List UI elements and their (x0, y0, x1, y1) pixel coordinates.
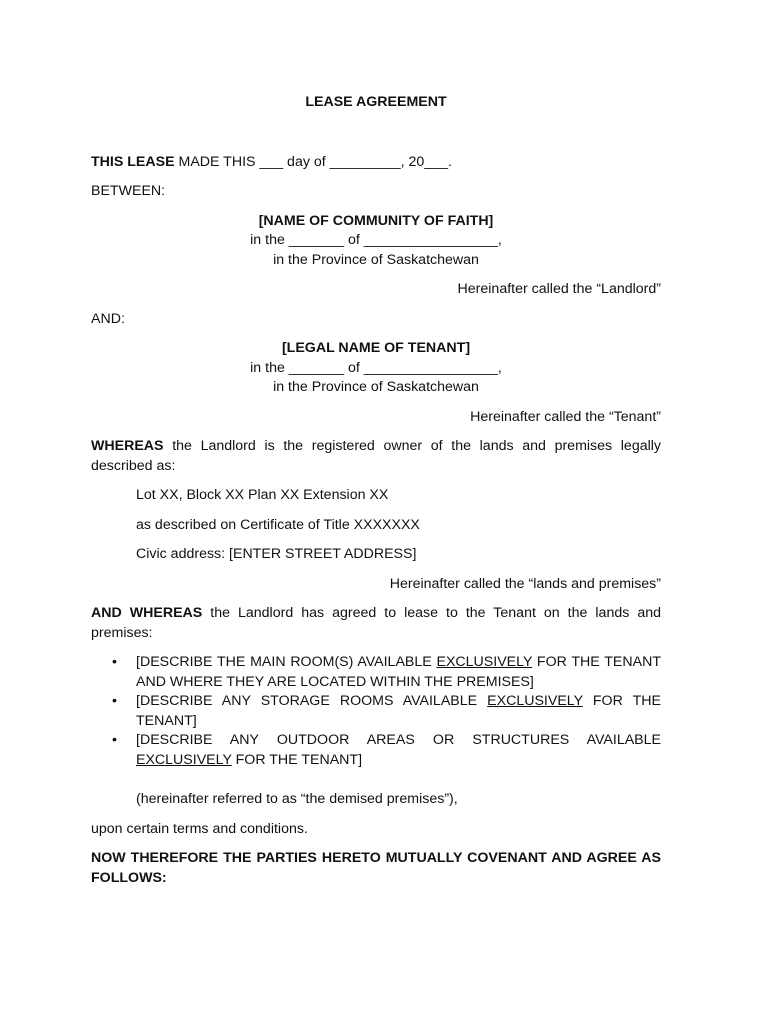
list-item-text: FOR THE TENANT] (136, 693, 661, 729)
opening-clause (91, 153, 661, 173)
covenant-heading: NOW THEREFORE THE PARTIES HERETO MUTUALLY COVENANT AND AGREE AS FOLLOWS: (91, 850, 661, 886)
list-item-emphasis: EXCLUSIVELY (436, 654, 533, 670)
opening-bold-lead: THIS LEASE (91, 153, 175, 170)
whereas-2-bold-lead: AND WHEREAS (91, 605, 203, 621)
landlord-name: [NAME OF COMMUNITY OF FAITH] (258, 212, 494, 229)
tenant-location: in the _______ of _________________, (250, 359, 502, 376)
lot-line: Lot XX, Block XX Plan XX Extension XX (136, 487, 389, 503)
certificate-line: as described on Certificate of Title XXXXXXX (136, 516, 420, 533)
list-item-text: FOR THE TENANT] (231, 751, 363, 768)
lands-premises-called: Hereinafter called the “lands and premises” (389, 575, 661, 592)
landlord-location: in the _______ of _________________, (250, 232, 502, 248)
tenant-name: [LEGAL NAME OF TENANT] (281, 340, 471, 356)
opening-text: MADE THIS ___ day of _________, 20___. (174, 153, 452, 170)
premises-list (91, 653, 661, 770)
list-item (91, 653, 661, 692)
demised-premises-note: (hereinafter referred to as “the demised premises”), (136, 791, 458, 807)
document-body (91, 93, 661, 888)
list-item-text: [DESCRIBE ANY OUTDOOR AREAS OR STRUCTURES AVAILABLE (136, 732, 661, 748)
list-item-text: FOR THE TENANT AND WHERE THEY ARE LOCATED WITHIN THE PREMISES] (136, 654, 661, 690)
whereas-clause-2 (91, 604, 661, 643)
list-item-text: [DESCRIBE THE MAIN ROOM(S) AVAILABLE (136, 654, 437, 670)
bullet-icon: • (112, 654, 117, 670)
landlord-province: in the Province of Saskatchewan (273, 251, 479, 268)
and-label: AND: (91, 310, 125, 327)
list-item (91, 731, 661, 770)
civic-address-line: Civic address: [ENTER STREET ADDRESS] (136, 546, 417, 562)
bullet-icon: • (112, 732, 117, 748)
list-item (91, 692, 661, 731)
tenant-province: in the Province of Saskatchewan (273, 379, 479, 395)
terms-line: upon certain terms and conditions. (91, 820, 308, 837)
tenant-called: Hereinafter called the “Tenant” (470, 408, 661, 425)
tenant-block (91, 339, 661, 427)
list-item-emphasis: EXCLUSIVELY (487, 693, 583, 709)
whereas-1-text: the Landlord is the registered owner of the lands and premises legally described as: (91, 438, 661, 474)
list-item-emphasis: EXCLUSIVELY (136, 751, 232, 768)
landlord-called: Hereinafter called the “Landlord” (457, 281, 661, 297)
whereas-2-text: the Landlord has agreed to lease to the Tenant on the lands and premises: (91, 605, 661, 641)
whereas-1-bold-lead: WHEREAS (91, 438, 164, 454)
bullet-icon: • (112, 693, 117, 709)
landlord-block (91, 212, 661, 300)
legal-description (91, 486, 661, 594)
between-label: BETWEEN: (91, 183, 166, 199)
whereas-clause-1 (91, 437, 661, 476)
list-item-text: [DESCRIBE ANY STORAGE ROOMS AVAILABLE (136, 693, 488, 709)
document-title: LEASE AGREEMENT (305, 94, 447, 110)
